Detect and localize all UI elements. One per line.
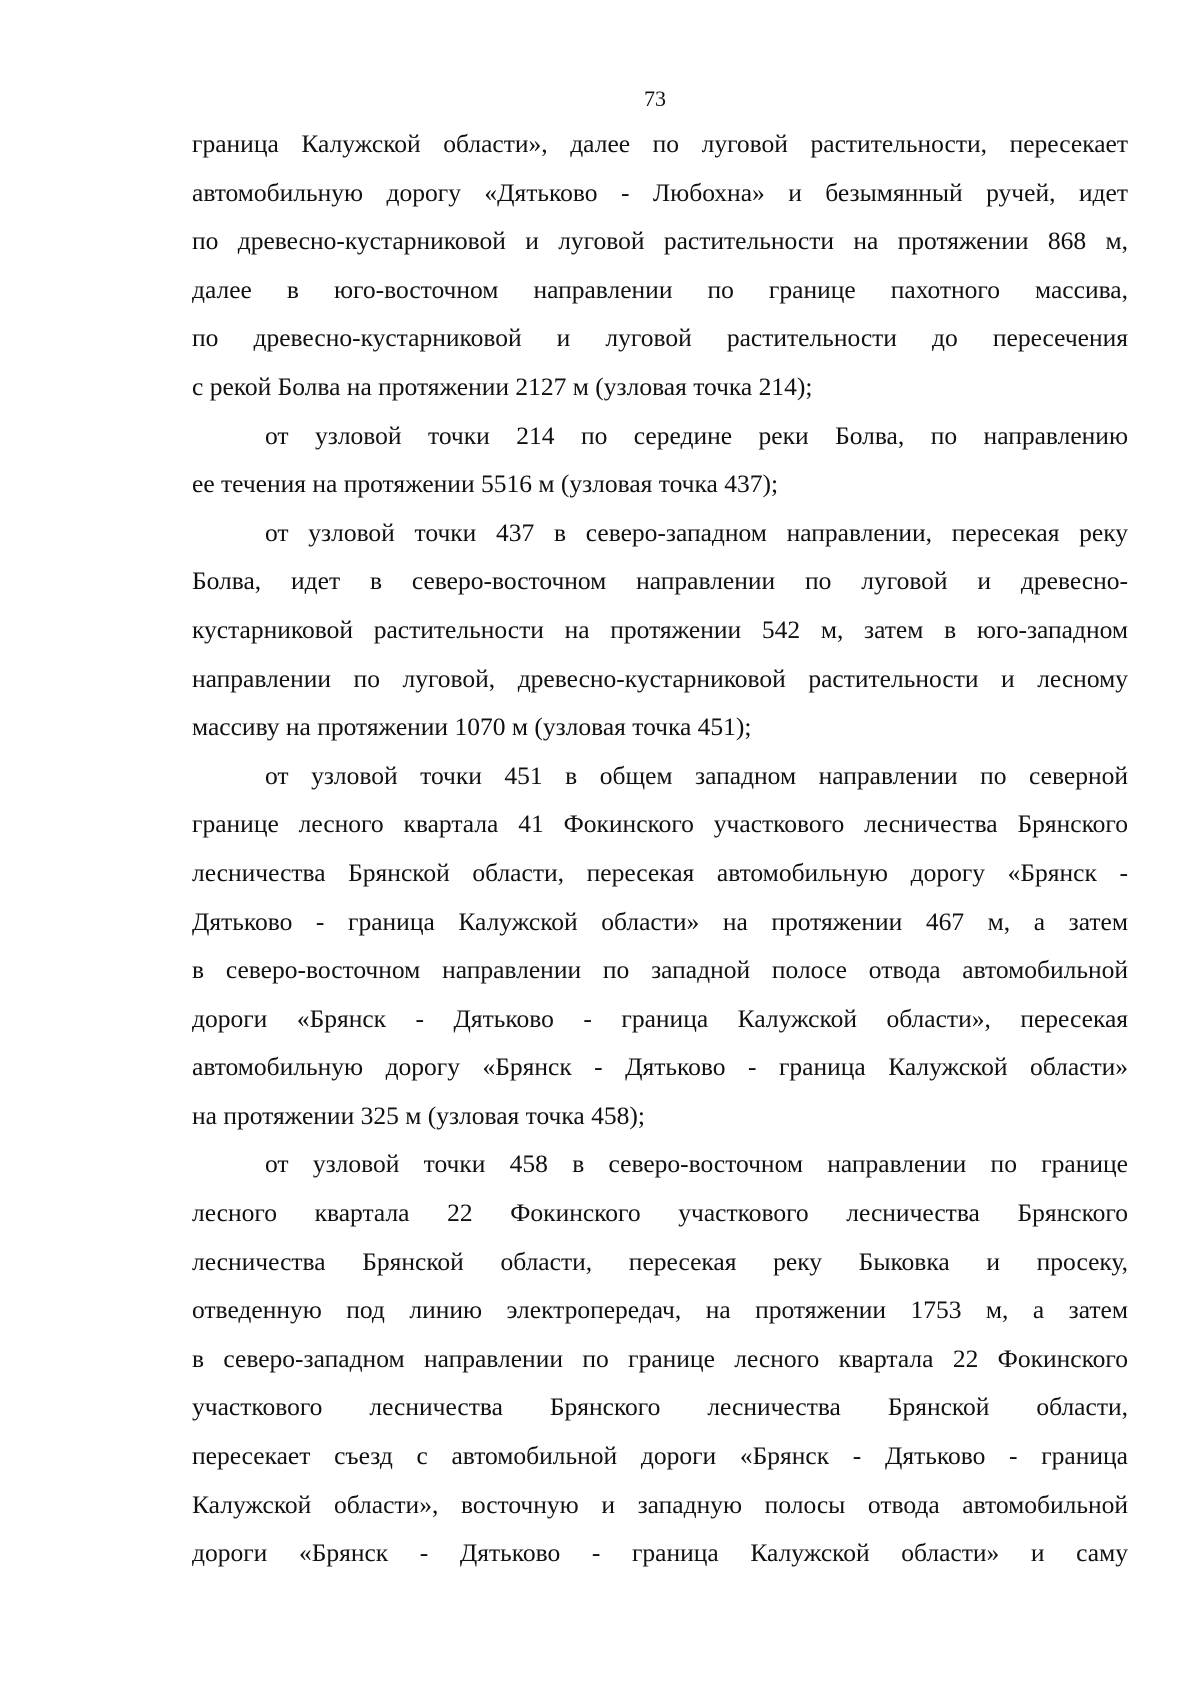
text-line: далее в юго-восточном направлении по границе пахотного массива, (192, 274, 1128, 304)
text-line: массиву на протяжении 1070 м (узловая точка 451); (192, 712, 752, 742)
text-line: дороги «Брянск - Дятьково - граница Калужской области», пересекая (192, 1003, 1128, 1033)
text-line: граница Калужской области», далее по луговой растительности, пересекает (192, 129, 1128, 158)
text-line: от узловой точки 458 в северо-восточном направлении по границе (265, 1149, 1128, 1179)
text-line: границе лесного квартала 41 Фокинского участкового лесничества Брянского (192, 809, 1128, 839)
text-line: лесничества Брянской области, пересекая реку Быковка и просеку, (192, 1246, 1128, 1276)
text-line: дороги «Брянск - Дятьково - граница Калужской области» и саму (192, 1538, 1128, 1568)
text-line: участкового лесничества Брянского лесничества Брянской области, (192, 1392, 1128, 1422)
text-line: на протяжении 325 м (узловая точка 458); (192, 1100, 645, 1130)
text-line: автомобильную дорогу «Брянск - Дятьково - граница Калужской области» (192, 1052, 1128, 1082)
text-line: пересекает съезд с автомобильной дороги «Брянск - Дятьково - граница (192, 1441, 1128, 1471)
text-line: от узловой точки 437 в северо-западном направлении, пересекая реку (265, 517, 1128, 547)
text-line: отведенную под линию электропередач, на протяжении 1753 м, а затем (192, 1295, 1128, 1325)
body-text (192, 120, 1128, 1578)
text-line: лесничества Брянской области, пересекая автомобильную дорогу «Брянск - (192, 857, 1128, 887)
text-line: в северо-западном направлении по границе лесного квартала 22 Фокинского (192, 1343, 1128, 1373)
text-line: лесного квартала 22 Фокинского участкового лесничества Брянского (192, 1198, 1128, 1228)
text-line: в северо-восточном направлении по западной полосе отвода автомобильной (192, 955, 1128, 985)
text-line: автомобильную дорогу «Дятьково - Любохна» и безымянный ручей, идет (192, 177, 1128, 207)
text-line: по древесно-кустарниковой и луговой растительности на протяжении 868 м, (192, 226, 1128, 256)
page-number: 73 (644, 86, 666, 111)
text-line: по древесно-кустарниковой и луговой растительности до пересечения (192, 323, 1128, 353)
text-line: Болва, идет в северо-восточном направлении по луговой и древесно- (192, 566, 1128, 596)
text-line: Калужской области», восточную и западную полосы отвода автомобильной (192, 1489, 1128, 1519)
text-line: кустарниковой растительности на протяжении 542 м, затем в юго-западном (192, 614, 1128, 644)
text-line: от узловой точки 214 по середине реки Болва, по направлению (265, 420, 1128, 450)
text-line: с рекой Болва на протяжении 2127 м (узловая точка 214); (192, 371, 813, 401)
text-line: направлении по луговой, древесно-кустарниковой растительности и лесному (192, 663, 1128, 693)
text-line: ее течения на протяжении 5516 м (узловая точка 437); (192, 469, 779, 499)
text-line: Дятьково - граница Калужской области» на протяжении 467 м, а затем (192, 906, 1128, 936)
text-line: от узловой точки 451 в общем западном направлении по северной (265, 760, 1128, 790)
